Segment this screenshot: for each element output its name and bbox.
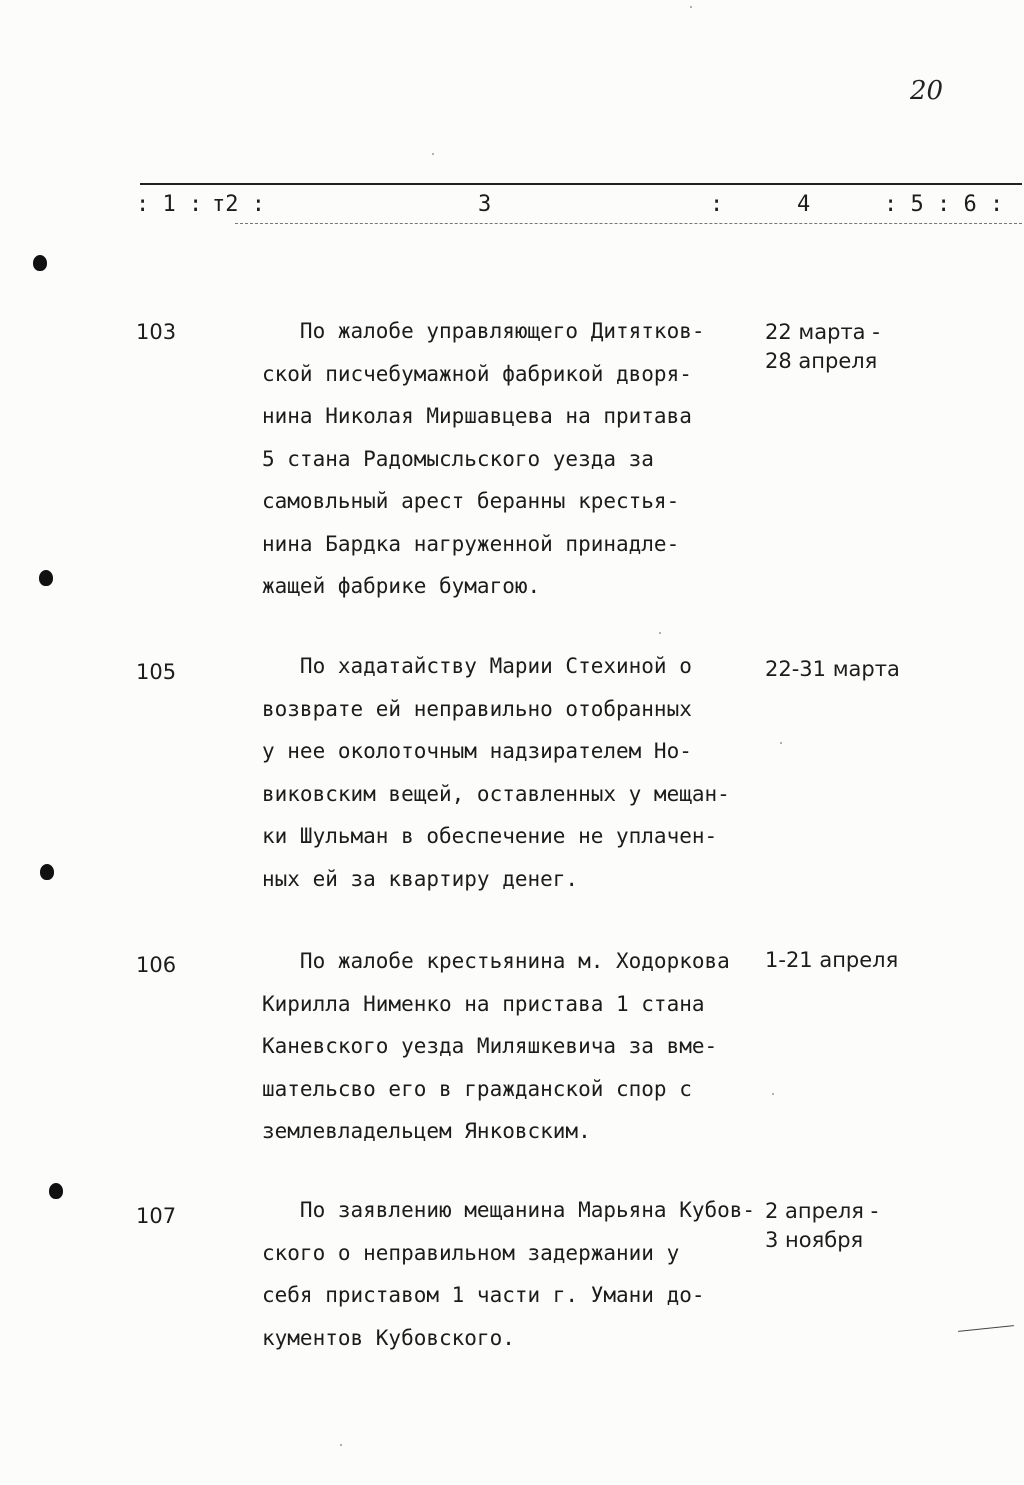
text-line: ской писчебумажной фабрикой дворя- xyxy=(262,361,692,386)
entry-number: 106 xyxy=(136,953,177,977)
text-line: возврате ей неправильно отобранных xyxy=(262,696,692,721)
entry-date-range xyxy=(765,946,898,975)
text-line: кументов Кубовского. xyxy=(262,1325,515,1350)
header-col-3-separator: : xyxy=(710,192,724,217)
text-line: землевладельцем Янковским. xyxy=(262,1119,591,1143)
entry-date-range xyxy=(765,1197,878,1255)
text-line: По хадатайству Марии Стехиной о xyxy=(262,654,692,678)
date-line: 22-31 марта xyxy=(765,657,900,681)
header-col-2: т2 : xyxy=(212,192,265,217)
text-line: виковским вещей, оставленных у мещан- xyxy=(262,781,730,806)
date-line: 3 ноября xyxy=(765,1228,864,1252)
speck xyxy=(772,1093,774,1095)
text-line: шательсво его в гражданской спор с xyxy=(262,1076,692,1101)
speck xyxy=(659,632,661,634)
margin-dash xyxy=(958,1325,1014,1332)
entry-description xyxy=(262,310,732,608)
entry-description xyxy=(262,1189,756,1359)
entry-date-range xyxy=(765,318,880,376)
text-line: 5 стана Радомысльского уезда за xyxy=(262,446,654,471)
text-line: ки Шульман в обеспечение не уплачен- xyxy=(262,824,718,848)
text-line: По жалобе крестьянина м. Ходоркова xyxy=(262,949,730,973)
speck xyxy=(432,153,434,155)
text-line: себя приставом 1 части г. Умани до- xyxy=(262,1283,705,1307)
entry-number: 107 xyxy=(136,1204,177,1228)
header-col-3: 3 xyxy=(478,192,492,217)
binding-hole-icon xyxy=(33,255,47,271)
text-line: ных ей за квартиру денег. xyxy=(262,866,579,891)
text-line: жащей фабрике бумагою. xyxy=(262,574,541,598)
entry-number: 105 xyxy=(136,660,177,684)
text-line: у нее околоточным надзирателем Но- xyxy=(262,739,692,763)
speck xyxy=(690,6,692,8)
header-rule xyxy=(140,183,1022,185)
entry-description xyxy=(262,940,732,1153)
page-number: 20 xyxy=(910,76,944,106)
header-col-4: 4 xyxy=(797,192,811,217)
header-col-1: : 1 : xyxy=(136,192,203,217)
text-line: Каневского уезда Миляшкевича за вме- xyxy=(262,1034,718,1058)
text-line: нина Бардка нагруженной принадле- xyxy=(262,531,680,556)
header-col-5-6: : 5 : 6 : xyxy=(884,192,1004,217)
speck xyxy=(340,1444,342,1446)
header-rule-dashed xyxy=(235,223,1022,224)
text-line: По заявлению мещанина Марьяна Кубов- xyxy=(262,1198,756,1222)
binding-hole-icon xyxy=(39,570,53,586)
speck xyxy=(780,742,782,744)
text-line: Кирилла Нименко на пристава 1 стана xyxy=(262,991,705,1016)
text-line: нина Николая Миршавцева на притава xyxy=(262,404,692,428)
date-line: 1-21 апреля xyxy=(765,948,899,972)
date-line: 22 марта - xyxy=(765,320,880,344)
entry-description xyxy=(262,645,732,900)
entry-date-range xyxy=(765,655,900,684)
text-line: По жалобе управляющего Дитятков- xyxy=(262,319,705,343)
entry-number: 103 xyxy=(136,320,177,344)
date-line: 28 апреля xyxy=(765,349,878,373)
binding-hole-icon xyxy=(40,864,54,880)
text-line: ского о неправильном задержании у xyxy=(262,1240,680,1265)
date-line: 2 апреля - xyxy=(765,1199,879,1223)
text-line: самовльный арест беранны крестья- xyxy=(262,489,680,513)
binding-hole-icon xyxy=(49,1183,63,1199)
